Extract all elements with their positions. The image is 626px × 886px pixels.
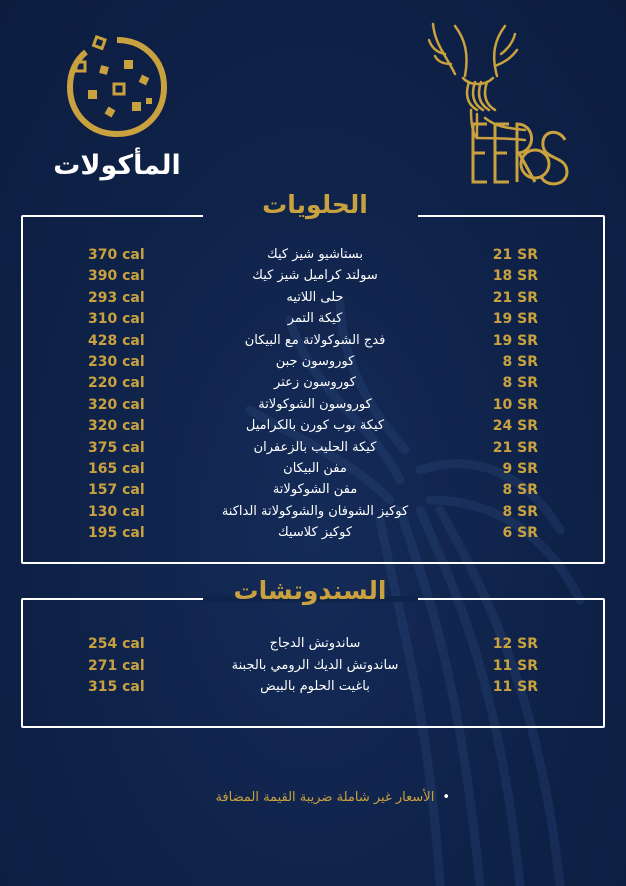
menu-item-calories: 310 cal: [88, 311, 145, 328]
menu-item-calories: 195 cal: [88, 525, 145, 542]
menu-item-name: كوروسون زعتر: [274, 375, 356, 391]
sandwiches-title: السندوتشات: [233, 576, 387, 605]
menu-item-row: [0, 504, 626, 525]
menu-item-calories: 320 cal: [88, 396, 145, 413]
menu-item-row: [0, 679, 626, 700]
menu-item-price: 19 SR: [492, 332, 538, 349]
menu-item-calories: 220 cal: [88, 375, 145, 392]
menu-item-row: [0, 333, 626, 354]
menu-item-row: [0, 636, 626, 657]
menu-item-price: 8 SR: [502, 503, 538, 520]
menu-item-name: حلى اللاتيه: [286, 289, 344, 305]
menu-item-row: [0, 658, 626, 679]
menu-item-price: 6 SR: [502, 525, 538, 542]
menu-item-calories: 390 cal: [88, 268, 145, 285]
menu-item-price: 18 SR: [492, 268, 538, 285]
menu-item-calories: 157 cal: [88, 482, 145, 499]
vat-footnote: [160, 790, 450, 805]
menu-item-row: [0, 268, 626, 289]
menu-item-calories: 320 cal: [88, 418, 145, 435]
menu-item-row: [0, 375, 626, 396]
menu-item-name: كيكة التمر: [287, 311, 343, 327]
menu-item-row: [0, 418, 626, 439]
sandwiches-list: [0, 636, 626, 706]
menu-item-name: مفن البيكان: [283, 461, 347, 476]
menu-item-price: 10 SR: [492, 396, 538, 413]
menu-item-price: 12 SR: [492, 636, 538, 652]
menu-item-row: [0, 525, 626, 546]
menu-item-name: كوروسون الشوكولاتة: [258, 396, 372, 412]
menu-item-name: ساندوتش الديك الرومي بالجبنة: [231, 657, 399, 673]
menu-item-calories: 271 cal: [88, 657, 145, 674]
menu-item-price: 9 SR: [502, 461, 538, 477]
menu-item-price: 19 SR: [492, 311, 538, 328]
menu-item-name: ساندوتش الدجاج: [269, 636, 361, 651]
menu-item-calories: 254 cal: [88, 636, 145, 652]
menu-item-price: 24 SR: [492, 418, 538, 435]
menu-item-row: [0, 461, 626, 482]
menu-item-name: بستاشيو شيز كيك: [267, 247, 363, 262]
menu-item-price: 21 SR: [492, 247, 538, 263]
menu-item-name: كوروسون جبن: [275, 354, 355, 369]
menu-item-price: 21 SR: [492, 439, 538, 456]
menu-item-calories: 230 cal: [88, 354, 145, 370]
menu-item-calories: 315 cal: [88, 679, 145, 695]
menu-item-price: 8 SR: [502, 354, 538, 370]
brand-stag-logo: [425, 14, 575, 194]
cookie-icon: [62, 32, 172, 142]
menu-item-calories: 130 cal: [88, 503, 145, 520]
menu-item-row: [0, 290, 626, 311]
menu-item-name: باغيت الحلوم بالبيض: [260, 679, 370, 694]
menu-item-name: مفن الشوكولاتة: [272, 482, 358, 498]
menu-item-row: [0, 482, 626, 503]
menu-item-calories: 375 cal: [88, 439, 145, 456]
menu-item-price: 11 SR: [492, 657, 538, 674]
menu-item-price: 8 SR: [502, 482, 538, 499]
menu-item-row: [0, 354, 626, 375]
menu-item-name: فدج الشوكولاتة مع البيكان: [244, 332, 386, 348]
menu-item-price: 21 SR: [492, 289, 538, 306]
menu-item-name: سولتد كراميل شيز كيك: [252, 268, 378, 284]
menu-item-name: كيكة الحليب بالزعفران: [253, 439, 377, 455]
menu-item-row: [0, 311, 626, 332]
menu-item-price: 11 SR: [492, 679, 538, 695]
menu-item-name: كوكيز الشوفان والشوكولاتة الداكنة: [221, 503, 409, 519]
menu-item-calories: 428 cal: [88, 332, 145, 349]
menu-item-calories: 370 cal: [88, 247, 145, 263]
menu-item-name: كيكة بوب كورن بالكراميل: [245, 418, 385, 434]
menu-item-name: كوكيز كلاسيك: [277, 525, 353, 541]
food-category-title: المأكولات: [53, 150, 181, 181]
menu-item-calories: 165 cal: [88, 461, 145, 477]
bullet-icon: •: [442, 790, 450, 805]
footnote-text: الأسعار غير شاملة ضريبة القيمة المضافة: [215, 790, 435, 805]
menu-item-row: [0, 397, 626, 418]
desserts-title: الحلويات: [262, 190, 368, 219]
desserts-list: [0, 247, 626, 547]
menu-item-row: [0, 247, 626, 268]
menu-item-price: 8 SR: [502, 375, 538, 392]
menu-item-calories: 293 cal: [88, 289, 145, 306]
menu-item-row: [0, 440, 626, 461]
